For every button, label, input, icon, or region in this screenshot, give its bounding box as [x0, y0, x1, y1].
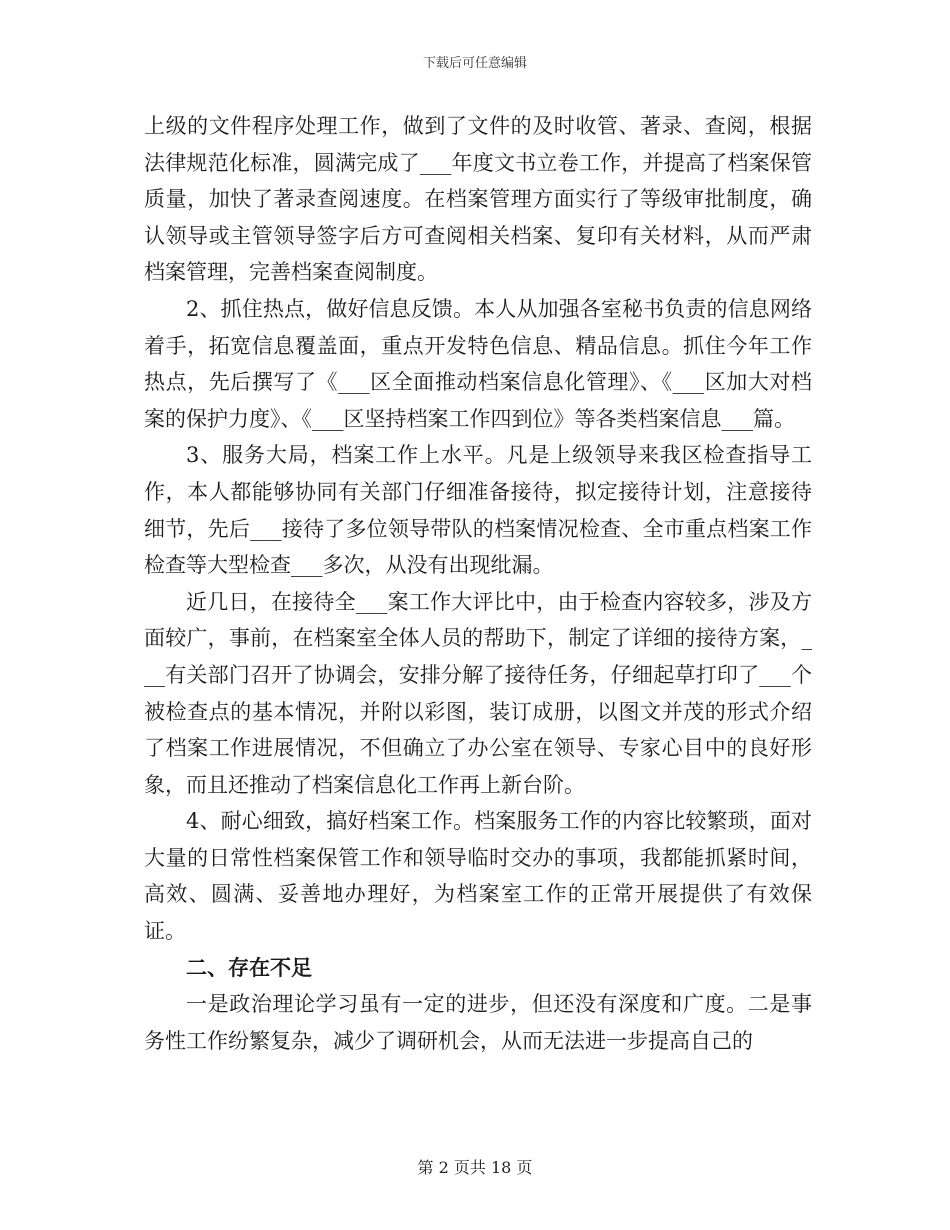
paragraph-patient-work: 4、耐心细致，搞好档案工作。档案服务工作的内容比较繁琐，面对大量的日常性档案保管工作和领导临时交办的事项，我都能抓紧时间，高效、圆满、妥善地办理好，为档案室工作的正常开展提供了有效保证。	[144, 809, 812, 944]
paragraph-shortcomings: 一是政治理论学习虽有一定的进步，但还没有深度和广度。二是事务性工作纷繁复杂，减少了调研机会，从而无法进一步提高自己的	[144, 992, 812, 1053]
page-header: 下载后可任意编辑	[422, 56, 527, 71]
paragraph-hotspot-feedback: 2、抓住热点，做好信息反馈。本人从加强各室秘书负责的信息网络着手，拓宽信息覆盖面，重点开发特色信息、精品信息。抓住今年工作热点，先后撰写了《___区全面推动档案信息化管理》、《___区加大对档案的保护力度》、《___区坚持档案工作四到位》等各类档案信息___篇。	[144, 296, 812, 431]
section-heading-shortcomings: 二、存在不足	[186, 955, 312, 980]
paragraph-service-overall: 3、服务大局，档案工作上水平。凡是上级领导来我区检查指导工作，本人都能够协同有关部门仔细准备接待，拟定接待计划，注意接待细节，先后___接待了多位领导带队的档案情况检查、全市重点档案工作检查等大型检查___多次，从没有出现纰漏。	[144, 443, 812, 578]
paragraph-recent-reception: 近几日，在接待全___案工作大评比中，由于检查内容较多，涉及方面较广，事前，在档案室全体人员的帮助下，制定了详细的接待方案，___有关部门召开了协调会，安排分解了接待任务，仔细起草打印了___个被检查点的基本情况，并附以彩图，装订成册，以图文并茂的形式介绍了档案工作进展情况，不但确立了办公室在领导、专家心目中的良好形象，而且还推动了档案信息化工作再上新台阶。	[144, 589, 812, 797]
page-footer: 第 2 页共 18 页	[417, 1158, 533, 1177]
document-body	[144, 108, 812, 1059]
paragraph-continuation: 上级的文件程序处理工作，做到了文件的及时收管、著录、查阅，根据法律规范化标准，圆满完成了___年度文书立卷工作，并提高了档案保管质量，加快了著录查阅速度。在档案管理方面实行了等级审批制度，确认领导或主管领导签字后方可查阅相关档案、复印有关材料，从而严肃档案管理，完善档案查阅制度。	[144, 114, 812, 285]
